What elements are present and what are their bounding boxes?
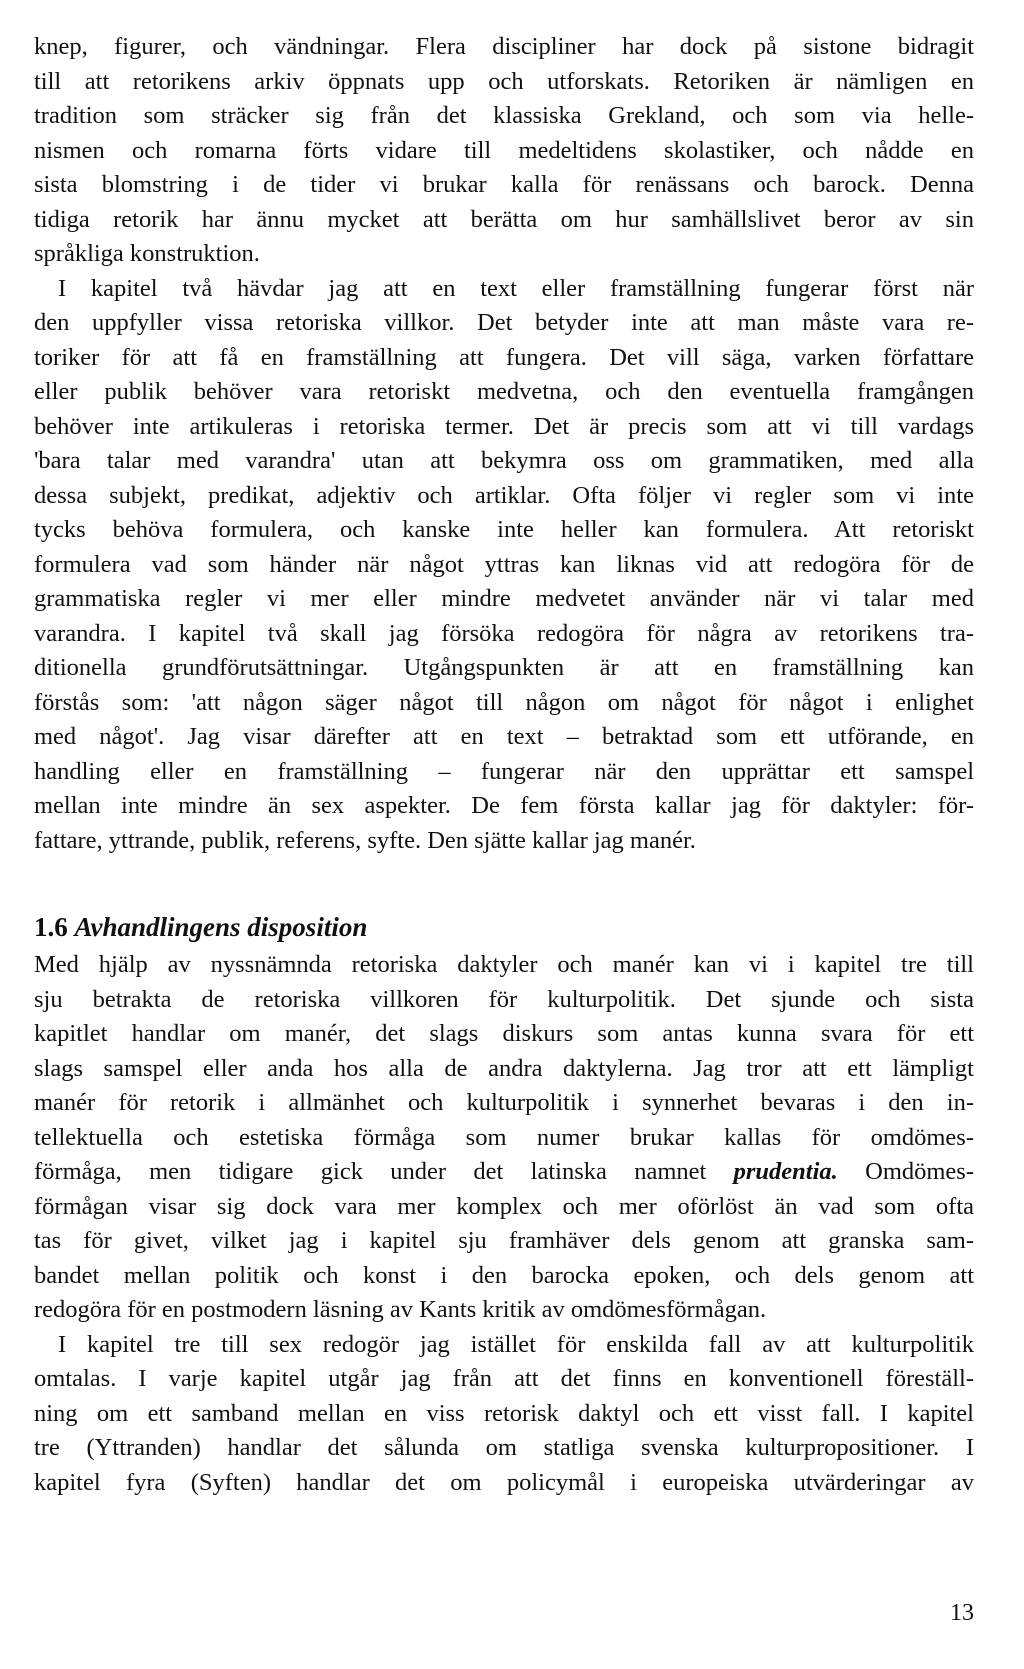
text-line: språkliga konstruktion. (34, 240, 260, 267)
text-line: med något'. Jag visar därefter att en text – betraktad som ett utförande, en (34, 723, 974, 750)
text-line: fattare, yttrande, publik, referens, syfte. Den sjätte kallar jag manér. (34, 826, 696, 854)
paragraph-disposition (34, 948, 974, 1328)
text-line: tradition som sträcker sig från det klassiska Grekland, och som via helle- (34, 102, 974, 129)
section-heading (34, 912, 367, 943)
text-run: förmåga, men tidigare gick under det latinska namnet (34, 1158, 734, 1185)
text-line: toriker för att få en framställning att fungera. Det vill säga, varken författare (34, 343, 974, 371)
section-title: Avhandlingens disposition (74, 912, 368, 942)
text-line: I kapitel två hävdar jag att en text eller framställning fungerar först när (58, 274, 974, 302)
text-line: handling eller en framställning – fungerar när den upprättar ett samspel (34, 757, 974, 785)
text-line-with-italic (34, 1155, 974, 1190)
text-line: mellan inte mindre än sex aspekter. De fem första kallar jag för daktyler: för- (34, 792, 974, 819)
text-line: den uppfyller vissa retoriska villkor. Det betyder inte att man måste vara re- (34, 309, 974, 336)
text-line: tycks behöva formulera, och kanske inte heller kan formulera. Att retoriskt (34, 516, 974, 543)
page-number: 13 (950, 1600, 974, 1626)
text-line: ditionella grundförutsättningar. Utgångspunkten är att en framställning kan (34, 654, 974, 681)
text-line: kapitlet handlar om manér, det slags diskurs som antas kunna svara för ett (34, 1020, 974, 1047)
text-line: sju betrakta de retoriska villkoren för kulturpolitik. Det sjunde och sista (34, 985, 974, 1013)
latin-term: prudentia. (733, 1158, 838, 1185)
text-line: slags samspel eller anda hos alla de andra daktylerna. Jag tror att ett lämpligt (34, 1054, 974, 1082)
text-line: förmågan visar sig dock vara mer komplex och mer oförlöst än vad som ofta (34, 1192, 974, 1220)
text-line: formulera vad som händer när något yttras kan liknas vid att redogöra för de (34, 550, 974, 578)
section-number: 1.6 (34, 912, 75, 942)
text-line: I kapitel tre till sex redogör jag istället för enskilda fall av att kulturpolitik (58, 1330, 974, 1358)
text-line: till att retorikens arkiv öppnats upp och utforskats. Retoriken är nämligen en (34, 67, 974, 95)
text-line: tellektuella och estetiska förmåga som numer brukar kallas för omdömes- (34, 1123, 974, 1151)
text-line: knep, figurer, och vändningar. Flera discipliner har dock på sistone bidragit (34, 33, 974, 60)
text-line: redogöra för en postmodern läsning av Kants kritik av omdömesförmågan. (34, 1296, 767, 1323)
text-line: eller publik behöver vara retoriskt medvetna, och den eventuella framgången (34, 378, 974, 405)
text-line: omtalas. I varje kapitel utgår jag från att det finns en konventionell föreställ- (34, 1365, 974, 1392)
text-line: ning om ett samband mellan en viss retorisk daktyl och ett visst fall. I kapitel (34, 1399, 974, 1427)
text-line: Med hjälp av nyssnämnda retoriska daktyler och manér kan vi i kapitel tre till (34, 951, 974, 978)
text-line: tre (Yttranden) handlar det sålunda om statliga svenska kulturpropositioner. I (34, 1434, 974, 1461)
text-line: förstås som: 'att någon säger något till någon om något för något i enlighet (34, 688, 974, 716)
text-line: behöver inte artikuleras i retoriska termer. Det är precis som att vi till vardags (34, 412, 974, 440)
paragraph-kapitel-tva (34, 272, 974, 859)
text-line: tas för givet, vilket jag i kapitel sju framhäver dels genom att granska sam- (34, 1227, 974, 1254)
text-line: 'bara talar med varandra' utan att bekymra oss om grammatiken, med alla (34, 447, 974, 474)
text-run: Omdömes- (837, 1158, 974, 1185)
text-line: varandra. I kapitel två skall jag försöka redogöra för några av retorikens tra- (34, 619, 974, 647)
text-line: sista blomstring i de tider vi brukar kalla för renässans och barock. Denna (34, 171, 974, 198)
text-line: dessa subjekt, predikat, adjektiv och artiklar. Ofta följer vi regler som vi inte (34, 481, 974, 509)
text-line: kapitel fyra (Syften) handlar det om policymål i europeiska utvärderingar av (34, 1468, 974, 1496)
text-line: nismen och romarna förts vidare till medeltidens skolastiker, och nådde en (34, 136, 974, 164)
text-line: bandet mellan politik och konst i den barocka epoken, och dels genom att (34, 1261, 974, 1289)
paragraph-retorikens-arkiv (34, 30, 974, 272)
paragraph-kapitel-tre-till-sex (34, 1328, 974, 1501)
text-line: tidiga retorik har ännu mycket att berätta om hur samhällslivet beror av sin (34, 205, 974, 233)
text-line: grammatiska regler vi mer eller mindre medvetet använder när vi talar med (34, 585, 974, 612)
text-line: manér för retorik i allmänhet och kulturpolitik i synnerhet bevaras i den in- (34, 1089, 974, 1116)
